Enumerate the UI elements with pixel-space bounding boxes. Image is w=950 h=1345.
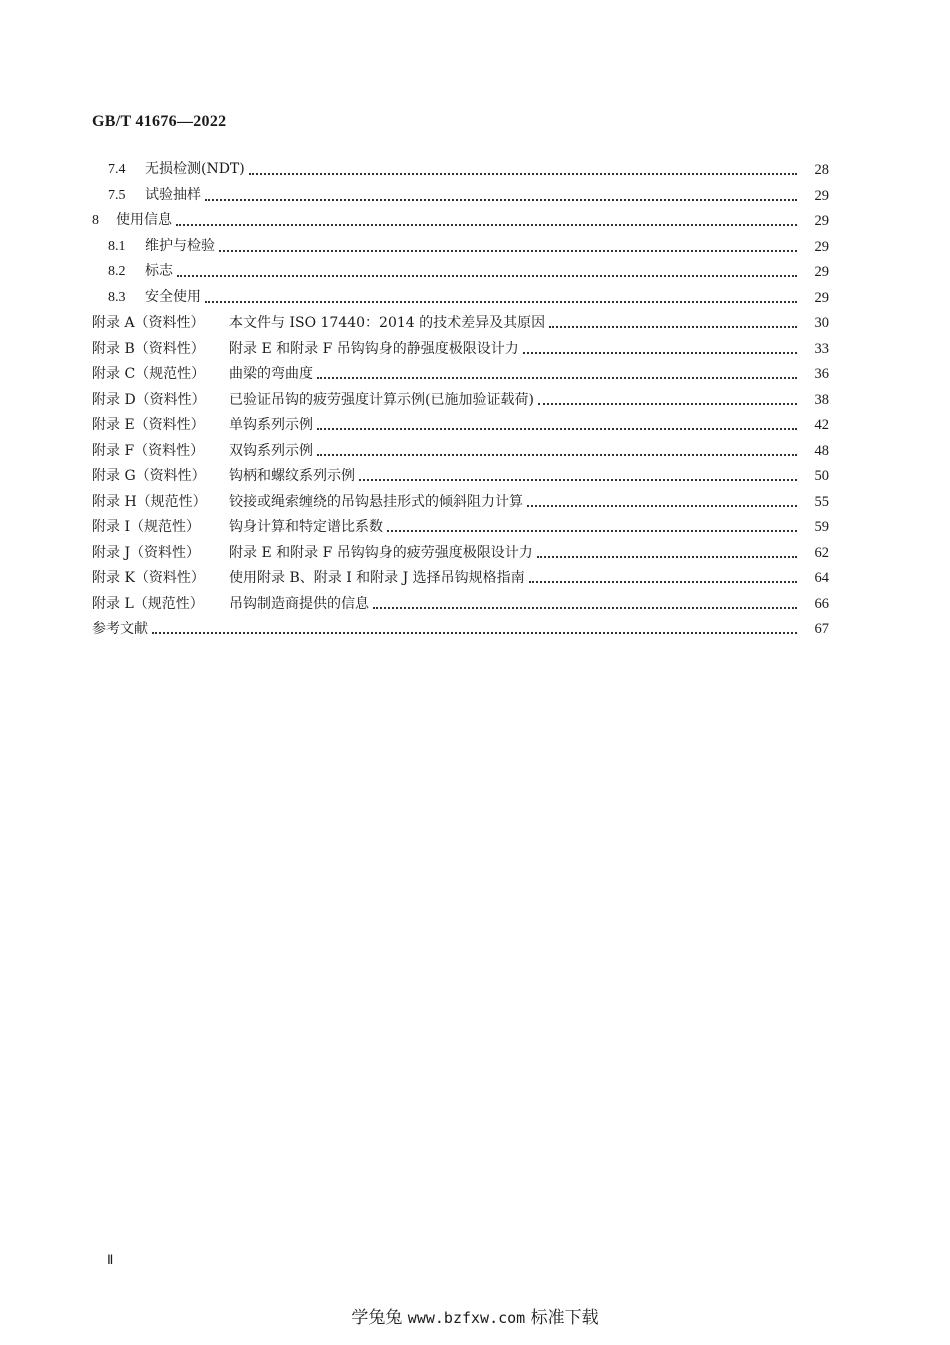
toc-entry[interactable]: [0, 259, 829, 281]
toc-entry[interactable]: [0, 234, 829, 256]
toc-dot-leader: [205, 301, 797, 303]
toc-entry-page: 29: [814, 264, 829, 280]
toc-entry-page: 64: [814, 570, 829, 586]
toc-entry[interactable]: [0, 183, 829, 205]
toc-entry-page: 33: [814, 340, 829, 357]
page-number: Ⅱ: [107, 1252, 114, 1267]
toc-dot-leader: [359, 479, 797, 481]
toc-dot-leader: [529, 581, 797, 583]
toc-entry-page: 50: [814, 468, 829, 484]
toc-annex-label: 附录 K（资料性）: [92, 570, 205, 586]
toc-dot-leader: [537, 556, 797, 558]
toc-dot-leader: [373, 607, 797, 609]
toc-entry[interactable]: [0, 412, 829, 434]
toc-entry-page: 48: [814, 442, 829, 459]
toc-entry-title: 吊钩制造商提供的信息: [229, 595, 369, 612]
toc-dot-leader: [205, 199, 797, 201]
toc-entry[interactable]: [0, 387, 829, 409]
toc-entry-title: 参考文献: [92, 621, 148, 637]
footer-brand: 学兔兔: [351, 1308, 403, 1328]
toc-entry-page: 28: [814, 162, 829, 178]
toc-entry-page: 30: [814, 315, 829, 331]
toc-entry-label: [92, 391, 534, 409]
toc-entry-label: [108, 262, 173, 281]
toc-annex-label: 附录 L（规范性）: [92, 595, 204, 612]
toc-entry-page: 42: [814, 417, 829, 433]
toc-entry-label: [108, 288, 201, 307]
toc-dot-leader: [177, 275, 797, 277]
toc-entry-number: 8: [92, 213, 99, 228]
toc-entry[interactable]: [0, 336, 829, 358]
toc-entry-page: 38: [814, 391, 829, 408]
toc-entry[interactable]: [0, 463, 829, 485]
toc-annex-label: 附录 H（规范性）: [92, 493, 207, 510]
toc-entry-title: 钩身计算和特定谱比系数: [229, 519, 383, 535]
toc-annex-label: 附录 B（资料性）: [92, 340, 205, 357]
standard-code: GB/T 41676—2022: [92, 113, 227, 130]
toc-dot-leader: [317, 377, 797, 379]
toc-entry-title: 使用信息: [116, 212, 172, 228]
toc-entry-label: [92, 340, 519, 358]
toc-entry-label: [92, 569, 525, 587]
toc-entry[interactable]: [0, 514, 829, 536]
toc-entry-page: 29: [814, 289, 829, 306]
toc-annex-label: 附录 I（规范性）: [92, 519, 200, 535]
toc-dot-leader: [549, 326, 797, 328]
toc-entry[interactable]: [0, 591, 829, 613]
toc-entry-title: 本文件与 ISO 17440：2014 的技术差异及其原因: [229, 315, 546, 331]
toc-entry-label: [108, 237, 215, 256]
toc-entry-label: [108, 160, 245, 179]
toc-dot-leader: [249, 173, 797, 175]
toc-entry-title: 双钩系列示例: [229, 442, 313, 459]
toc-entry-label: [92, 416, 313, 434]
toc-entry-page: 62: [814, 544, 829, 561]
toc-entry-label: [92, 314, 545, 332]
toc-annex-label: 附录 D（资料性）: [92, 391, 206, 408]
toc-dot-leader: [527, 505, 797, 507]
toc-entry[interactable]: [0, 310, 829, 332]
toc-entry-page: 36: [814, 366, 829, 382]
toc-entry-page: 55: [814, 493, 829, 510]
toc-entry[interactable]: [0, 565, 829, 587]
toc-entry-label: [92, 620, 148, 638]
toc-entry-title: 单钩系列示例: [229, 417, 313, 433]
toc-annex-label: 附录 E（资料性）: [92, 417, 205, 433]
toc-entry-title: 已验证吊钩的疲劳强度计算示例(已施加验证载荷): [229, 391, 534, 408]
toc-entry-page: 67: [814, 621, 829, 637]
toc-dot-leader: [538, 403, 797, 405]
toc-entry[interactable]: [0, 438, 829, 460]
toc-annex-label: 附录 F（资料性）: [92, 442, 205, 459]
toc-entry-title: 铰接或绳索缠绕的吊钩悬挂形式的倾斜阻力计算: [229, 493, 523, 510]
toc-entry-title: 无损检测(NDT): [145, 161, 245, 177]
toc-dot-leader: [387, 530, 797, 532]
toc-entry-title: 钩柄和螺纹系列示例: [229, 468, 355, 484]
toc-entry-page: 29: [814, 187, 829, 204]
footer-tagline: 标准下载: [530, 1308, 599, 1328]
toc-entry[interactable]: [0, 208, 829, 230]
toc-entry-title: 维护与检验: [145, 237, 215, 254]
toc-entry-title: 安全使用: [145, 288, 201, 305]
toc-entry-title: 标志: [145, 263, 173, 279]
toc-entry-title: 曲梁的弯曲度: [229, 366, 313, 382]
footer-watermark: [0, 1303, 950, 1328]
toc-entry-title: 附录 E 和附录 F 吊钩钩身的疲劳强度极限设计力: [229, 544, 533, 561]
toc-entry[interactable]: [0, 361, 829, 383]
toc-dot-leader: [523, 352, 797, 354]
toc-entry-label: [92, 442, 313, 460]
toc-entry[interactable]: [0, 157, 829, 179]
toc-entry-label: [92, 518, 383, 536]
toc-entry[interactable]: [0, 616, 829, 638]
toc-entry-number: 7.5: [108, 187, 126, 203]
toc-entry-number: 8.1: [108, 238, 126, 254]
toc-dot-leader: [317, 454, 797, 456]
toc-entry-page: 29: [814, 238, 829, 255]
toc-dot-leader: [152, 632, 797, 634]
toc-entry-title: 使用附录 B、附录 I 和附录 J 选择吊钩规格指南: [229, 570, 525, 586]
toc-entry-title: 附录 E 和附录 F 吊钩钩身的静强度极限设计力: [229, 340, 519, 357]
toc-dot-leader: [176, 224, 797, 226]
toc-entry-page: 66: [814, 595, 829, 612]
toc-entry-label: [92, 544, 533, 562]
toc-entry-page: 59: [814, 519, 829, 535]
toc-annex-label: 附录 J（资料性）: [92, 544, 201, 561]
toc-entry-number: 8.2: [108, 264, 126, 279]
toc-entry-label: [92, 467, 355, 485]
toc-entry-number: 7.4: [108, 162, 126, 177]
toc-entry-page: 29: [814, 213, 829, 229]
toc-entry-label: [92, 595, 369, 613]
toc-entry-label: [92, 211, 172, 230]
toc-annex-label: 附录 G（资料性）: [92, 468, 206, 484]
toc-entry-title: 试验抽样: [145, 186, 201, 203]
toc-dot-leader: [219, 250, 797, 252]
toc-entry-label: [92, 365, 313, 383]
toc-entry[interactable]: [0, 489, 829, 511]
toc-annex-label: 附录 C（规范性）: [92, 366, 206, 382]
toc-entry-label: [108, 186, 201, 205]
footer-site-link[interactable]: www.bzfxw.com: [407, 1309, 526, 1327]
toc-entry-number: 8.3: [108, 289, 126, 305]
toc-entry[interactable]: [0, 285, 829, 307]
toc-dot-leader: [317, 428, 797, 430]
toc-annex-label: 附录 A（资料性）: [92, 315, 205, 331]
toc-entry[interactable]: [0, 540, 829, 562]
toc-entry-label: [92, 493, 523, 511]
